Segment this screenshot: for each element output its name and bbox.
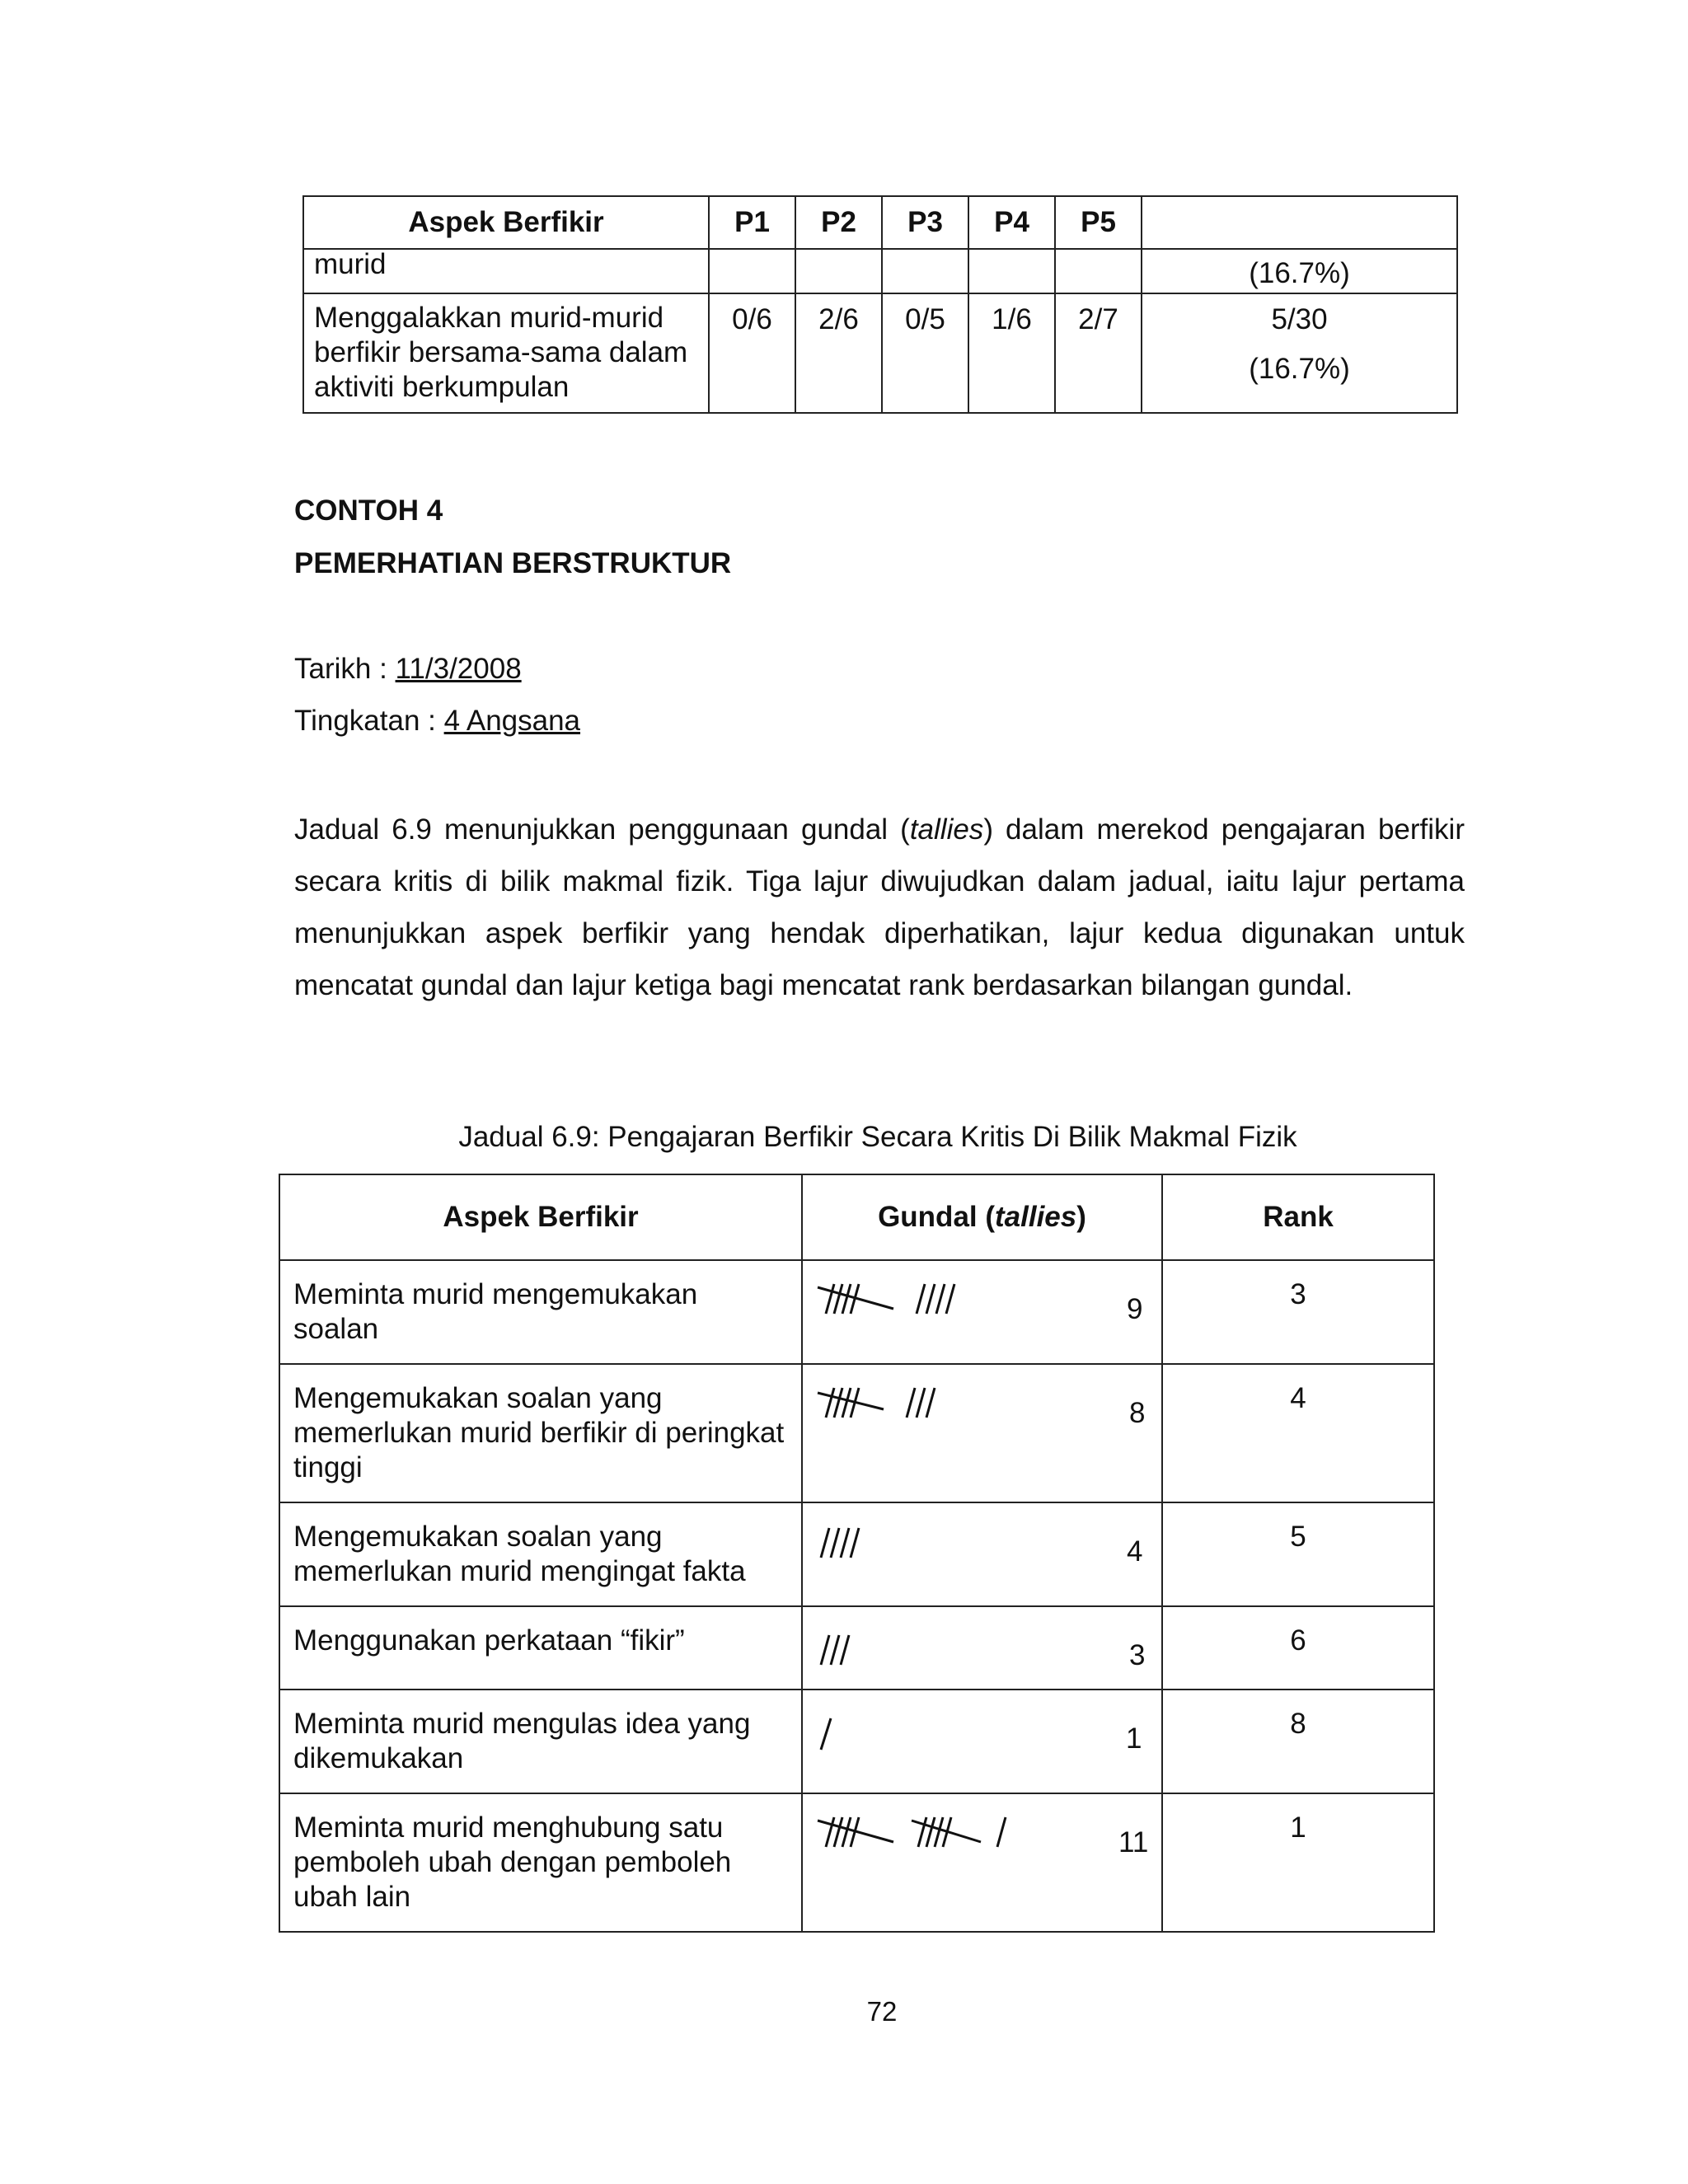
header-p1: P1	[709, 196, 795, 249]
tally-cell	[802, 1793, 1162, 1932]
total-pct-cell: (16.7%)	[1142, 249, 1457, 293]
rank-cell: 5	[1162, 1502, 1434, 1606]
total-fraction: 5/30	[1271, 303, 1328, 335]
tally-cell	[802, 1606, 1162, 1690]
rank-cell: 3	[1162, 1260, 1434, 1364]
tally-count: 9	[1127, 1293, 1143, 1325]
table-row	[279, 1606, 1434, 1690]
tally-table	[279, 1174, 1435, 1933]
date-line	[294, 653, 522, 686]
aspek-cell: Menggunakan perkataan “fikir”	[279, 1606, 802, 1690]
form-line	[294, 705, 580, 738]
table-row	[279, 1502, 1434, 1606]
table-caption: Jadual 6.9: Pengajaran Berfikir Secara Kritis Di Bilik Makmal Fizik	[458, 1121, 1297, 1153]
header-p2: P2	[795, 196, 882, 249]
aspek-cell: Menggalakkan murid-murid berfikir bersama-sama dalam aktiviti berkumpulan	[303, 293, 709, 413]
rank-cell: 8	[1162, 1690, 1434, 1793]
table-row	[279, 1260, 1434, 1364]
tally-marks-icon	[814, 1811, 1029, 1860]
table-row	[279, 1364, 1434, 1502]
tally-count: 1	[1126, 1722, 1142, 1755]
total-percent: (16.7%)	[1249, 353, 1350, 385]
rank-cell: 1	[1162, 1793, 1434, 1932]
section-title: CONTOH 4	[294, 494, 443, 527]
header-aspek: Aspek Berfikir	[279, 1174, 802, 1260]
assessment-table	[302, 195, 1458, 414]
p2-cell: 2/6	[795, 293, 882, 413]
table-row	[279, 1793, 1434, 1932]
p4-cell: 1/6	[968, 293, 1055, 413]
tally-marks-icon	[814, 1381, 979, 1431]
header-aspek: Aspek Berfikir	[303, 196, 709, 249]
table-row	[279, 1690, 1434, 1793]
tally-count: 8	[1129, 1397, 1146, 1429]
tally-marks-icon	[814, 1520, 979, 1569]
table-row	[303, 293, 1457, 413]
p5-cell: 2/7	[1055, 293, 1142, 413]
p3-cell: 0/5	[882, 293, 968, 413]
table-header-row	[303, 196, 1457, 249]
header-p3: P3	[882, 196, 968, 249]
tally-cell	[802, 1502, 1162, 1606]
aspek-cell: murid	[303, 249, 709, 293]
tally-marks-icon	[814, 1707, 979, 1756]
aspek-cell: Meminta murid mengemukakan soalan	[279, 1260, 802, 1364]
form-value: 4 Angsana	[443, 705, 581, 737]
tally-count: 4	[1127, 1535, 1143, 1568]
aspek-cell: Mengemukakan soalan yang memerlukan murid mengingat fakta	[279, 1502, 802, 1606]
date-label: Tarikh :	[294, 653, 396, 685]
italic-term: tallies	[909, 813, 984, 846]
p1-cell: 0/6	[709, 293, 795, 413]
section-subtitle: PEMERHATIAN BERSTRUKTUR	[294, 547, 732, 579]
tally-cell	[802, 1364, 1162, 1502]
rank-cell: 4	[1162, 1364, 1434, 1502]
tally-cell	[802, 1260, 1162, 1364]
aspek-cell: Meminta murid menghubung satu pemboleh ubah dengan pemboleh ubah lain	[279, 1793, 802, 1932]
body-paragraph: Jadual 6.9 menunjukkan penggunaan gundal (tallies) dalam merekod pengajaran berfikir secara kritis di bilik makmal fizik. Tiga lajur diwujudkan dalam jadual, iaitu lajur pertama menunjukkan aspek berfikir yang hendak diperhatikan, lajur kedua digunakan untuk mencatat gundal dan lajur ketiga bagi mencatat rank berdasarkan bilangan gundal.	[294, 813, 1465, 1001]
page-number: 72	[866, 1996, 898, 2027]
header-p5: P5	[1055, 196, 1142, 249]
tally-marks-icon	[814, 1277, 979, 1327]
table-row	[303, 249, 1457, 293]
date-value: 11/3/2008	[395, 653, 522, 685]
header-p4: P4	[968, 196, 1055, 249]
aspek-cell: Meminta murid mengulas idea yang dikemukakan	[279, 1690, 802, 1793]
rank-cell: 6	[1162, 1606, 1434, 1690]
header-gundal: Gundal (tallies)	[802, 1174, 1162, 1260]
table-header-row	[279, 1174, 1434, 1260]
aspek-cell: Mengemukakan soalan yang memerlukan murid berfikir di peringkat tinggi	[279, 1364, 802, 1502]
form-label: Tingkatan :	[294, 705, 444, 737]
header-total	[1142, 196, 1457, 249]
header-rank: Rank	[1162, 1174, 1434, 1260]
tally-count: 3	[1129, 1639, 1146, 1671]
tally-count: 11	[1118, 1826, 1149, 1858]
tally-cell	[802, 1690, 1162, 1793]
tally-marks-icon	[814, 1624, 979, 1673]
total-cell	[1142, 293, 1457, 413]
